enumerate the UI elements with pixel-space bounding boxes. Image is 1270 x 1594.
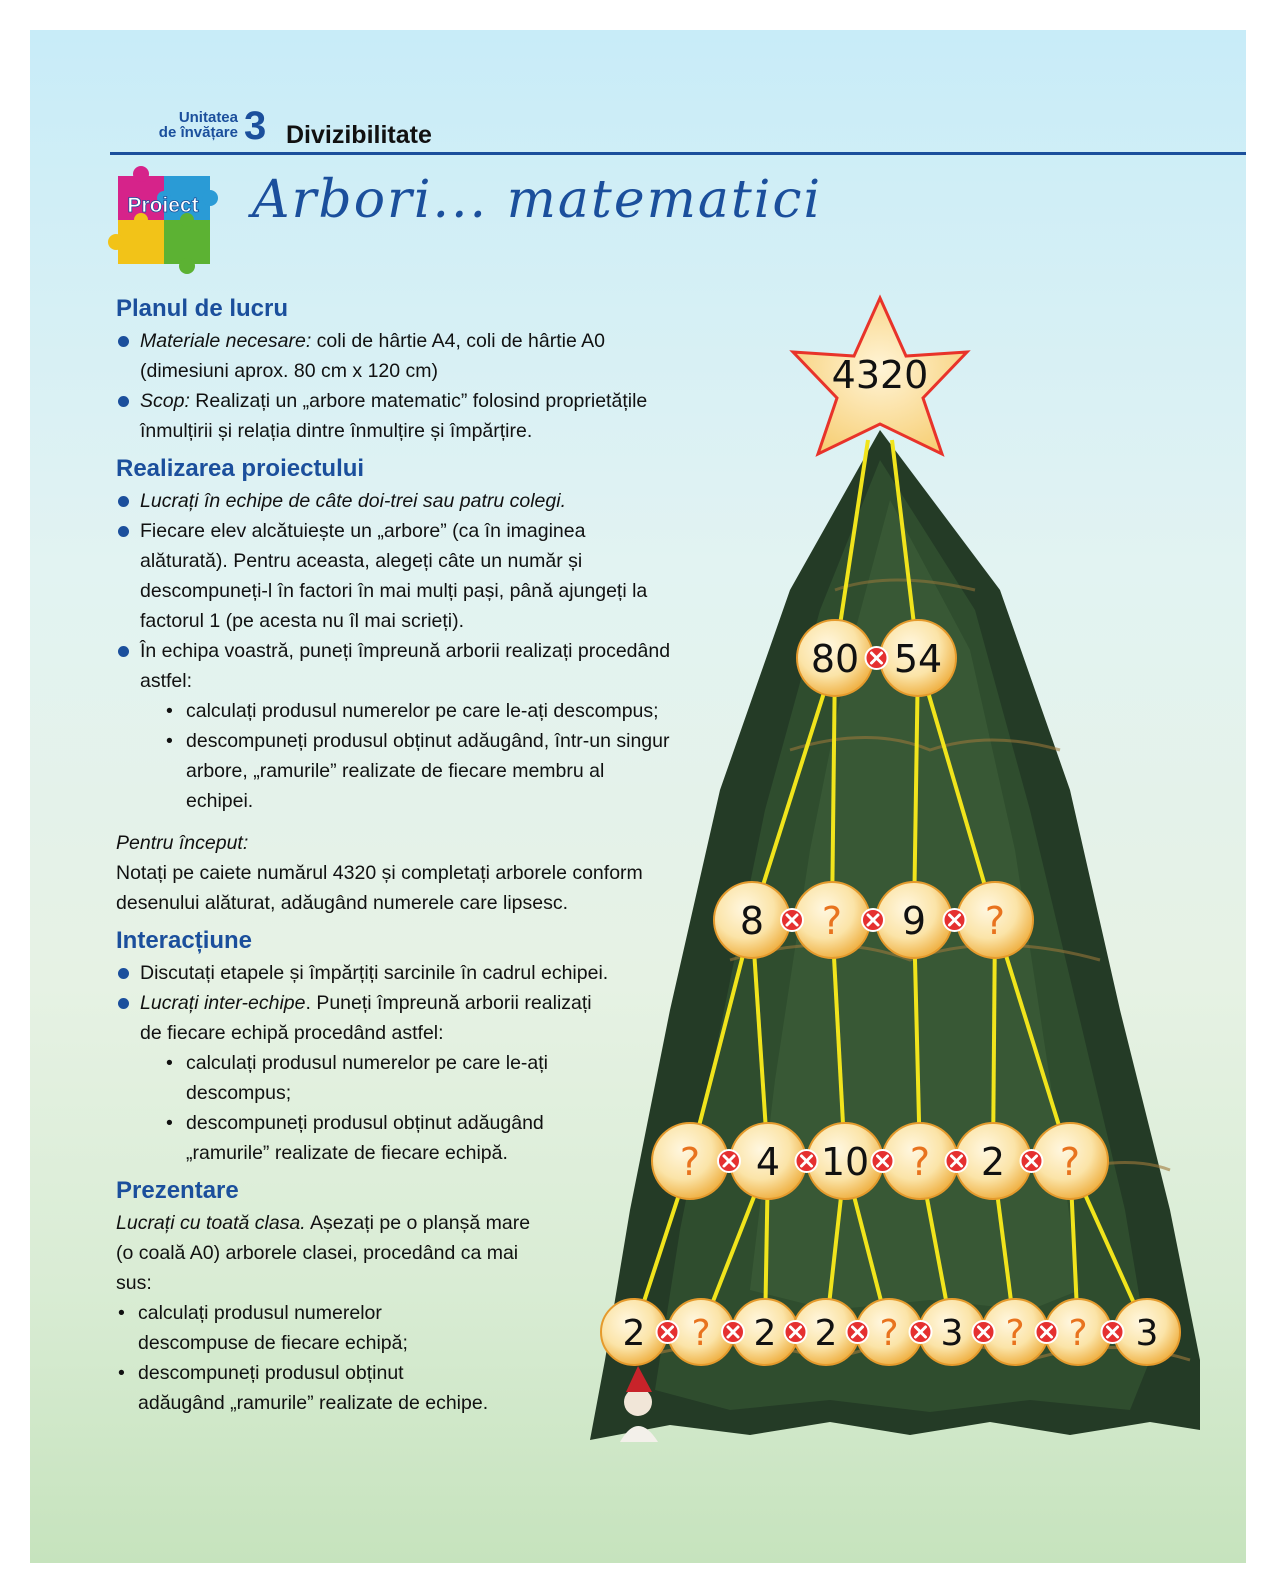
unit-label-line2: de învățare — [158, 124, 238, 141]
multiply-icon — [1102, 1321, 1124, 1343]
multiply-icon — [796, 1150, 818, 1172]
unit-label-line1: Unitatea — [178, 109, 238, 126]
materials-label: Materiale necesare: — [140, 330, 312, 352]
factor-value: 54 — [893, 637, 943, 681]
page — [30, 30, 1246, 1563]
missing-factor-value: ? — [691, 1313, 711, 1354]
multiply-icon — [847, 1321, 869, 1343]
factor-value: 80 — [810, 637, 860, 681]
missing-factor-value: ? — [879, 1313, 899, 1354]
multiply-icon — [722, 1321, 744, 1343]
start-label: Pentru început: — [116, 832, 249, 854]
factor-tree-diagram — [30, 30, 1246, 1563]
sub-list-item: • descompuneți produsul obținut adăugând „ramurile” realizate de echipe. — [92, 1358, 492, 1418]
inter-team-label: Lucrați inter-echipe — [140, 992, 306, 1014]
sub-list-item: • calculați produsul numerelor descompuse de fiecare echipă; — [92, 1298, 492, 1358]
missing-factor-value: ? — [821, 899, 843, 943]
missing-factor-value: ? — [1068, 1313, 1088, 1354]
factor-value: 2 — [753, 1313, 777, 1354]
multiply-icon — [872, 1150, 894, 1172]
list-item: Discutați etapele și împărțiți sarcinile în cadrul echipei. — [116, 958, 680, 988]
missing-factor-value: ? — [679, 1140, 701, 1184]
tree-root-value: 4320 — [831, 353, 929, 397]
missing-factor-value: ? — [909, 1140, 931, 1184]
multiply-icon — [862, 909, 884, 931]
inter-team-text: . Puneți împreună arborii realizați de fiecare echipă procedând astfel: — [140, 992, 592, 1044]
start-text: Notați pe caiete numărul 4320 și completați arborele conform desenului alăturat, adăugând numerele care lipsesc. — [116, 862, 643, 914]
factor-value: 10 — [820, 1140, 870, 1184]
factor-value: 4 — [755, 1140, 781, 1184]
unit-title: Divizibilitate — [286, 121, 432, 149]
factor-value: 3 — [1135, 1313, 1159, 1354]
multiply-icon — [785, 1321, 807, 1343]
multiply-icon — [944, 909, 966, 931]
sub-list-item: • descompuneți produsul obținut adăugând, într-un singur arbore, „ramurile” realizate de fiecare membru al echipei. — [140, 726, 676, 816]
sub-list-item: • calculați produsul numerelor pe care le-ați descompus; — [140, 1048, 596, 1108]
multiply-icon — [718, 1150, 740, 1172]
sub-list-item: • descompuneți produsul obținut adăugând „ramurile” realizate de fiecare echipă. — [140, 1108, 596, 1168]
list-item: Fiecare elev alcătuiește un „arbore” (ca în imaginea alăturată). Pentru aceasta, alegeți câte un număr și descompuneți-l în factori în mai mulți pași, până ajungeți la factorul 1 (pe acesta nu îl mai scrieți). — [116, 516, 676, 636]
multiply-icon — [910, 1321, 932, 1343]
multiply-icon — [973, 1321, 995, 1343]
multiply-icon — [1036, 1321, 1058, 1343]
materials-text: coli de hârtie A4, coli de hârtie A0 (dimesiuni aprox. 80 cm x 120 cm) — [140, 330, 606, 382]
presentation-intro-label: Lucrați cu toată clasa. — [116, 1212, 306, 1234]
factor-value: 9 — [901, 899, 927, 943]
realization-heading: Realizarea proiectului — [116, 455, 365, 482]
list-item: Lucrați în echipe de câte doi-trei sau patru colegi. — [116, 486, 676, 516]
project-title: Arbori... matematici — [252, 170, 823, 230]
multiply-icon — [781, 909, 803, 931]
plan-heading: Planul de lucru — [116, 295, 289, 322]
multiply-icon — [1021, 1150, 1043, 1172]
puzzle-badge-text: Proiect — [127, 194, 199, 217]
presentation-intro-text: Așezați pe o planșă mare (o coală A0) arborele clasei, procedând ca mai sus: — [116, 1212, 531, 1294]
presentation-heading: Prezentare — [116, 1177, 239, 1204]
missing-factor-value: ? — [1005, 1313, 1025, 1354]
factor-value: 2 — [980, 1140, 1006, 1184]
factor-value: 8 — [739, 899, 765, 943]
factor-value: 2 — [814, 1313, 838, 1354]
multiply-icon — [946, 1150, 968, 1172]
factor-value: 2 — [622, 1313, 646, 1354]
sub-list-item: • calculați produsul numerelor pe care le-ați descompus; — [140, 696, 676, 726]
list-item-text: În echipa voastră, puneți împreună arborii realizați procedând astfel: — [140, 640, 671, 692]
missing-factor-value: ? — [1059, 1140, 1081, 1184]
missing-factor-value: ? — [984, 899, 1006, 943]
scope-text: Realizați un „arbore matematic” folosind proprietățile înmulțirii și relația dintre înmulțire și împărțire. — [140, 390, 648, 442]
multiply-icon — [657, 1321, 679, 1343]
factor-value: 3 — [940, 1313, 964, 1354]
unit-number: 3 — [244, 104, 267, 148]
interaction-heading: Interacțiune — [116, 927, 253, 954]
multiply-icon — [866, 647, 888, 669]
scope-label: Scop: — [140, 390, 190, 412]
